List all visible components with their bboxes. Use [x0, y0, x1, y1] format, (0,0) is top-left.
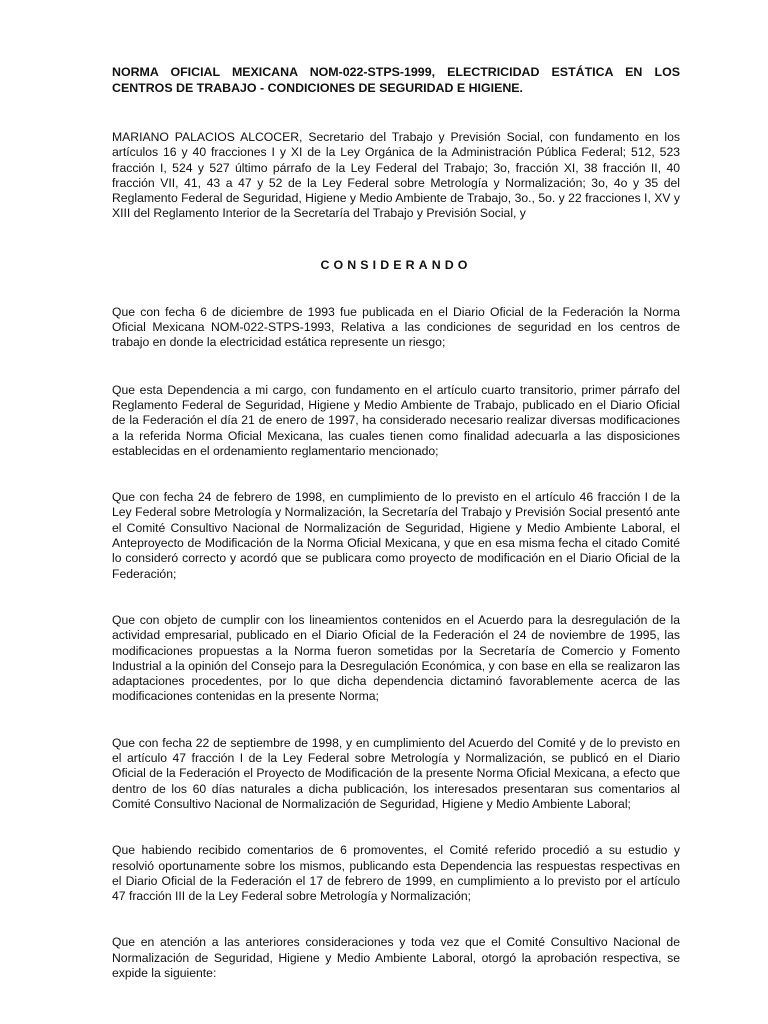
document-title: NORMA OFICIAL MEXICANA NOM-022-STPS-1999, ELECTRICIDAD ESTÁTICA EN LOS CENTROS DE TRABAJO - CONDICIONES DE SEGURIDAD E HIGIENE.	[112, 65, 680, 95]
considerando-paragraph-5: Que con fecha 22 de septiembre de 1998, y en cumplimiento del Acuerdo del Comité y de lo previsto en el artículo 47 fracción I de la Ley Federal sobre Metrología y Normalización, se publicó en el Diario Oficial de la Federación el Proyecto de Modificación de la presente Norma Oficial Mexicana, a efecto que dentro de los 60 días naturales a dicha publicación, los interesados presentaran sus comentarios al Comité Consultivo Nacional de Normalización de Seguridad, Higiene y Medio Ambiente Laboral;	[112, 735, 680, 811]
intro-paragraph: MARIANO PALACIOS ALCOCER, Secretario del Trabajo y Previsión Social, con fundamento en los artículos 16 y 40 fracciones I y XI de la Ley Orgánica de la Administración Pública Federal; 512, 523 fracción I, 524 y 527 último párrafo de la Ley Federal del Trabajo; 3o, fracción XI, 38 fracción II, 40 fracción VII, 41, 43 a 47 y 52 de la Ley Federal sobre Metrología y Normalización; 3o, 4o y 35 del Reglamento Federal de Seguridad, Higiene y Medio Ambiente de Trabajo, 3o., 5o. y 22 fracciones I, XV y XIII del Reglamento Interior de la Secretaría del Trabajo y Previsión Social, y	[112, 130, 680, 221]
considerando-paragraph-7: Que en atención a las anteriores consideraciones y toda vez que el Comité Consultivo Nacional de Normalización de Seguridad, Higiene y Medio Ambiente Laboral, otorgó la aprobación respectiva, se expide la siguiente:	[112, 935, 680, 980]
considerando-paragraph-1: Que con fecha 6 de diciembre de 1993 fue publicada en el Diario Oficial de la Federación la Norma Oficial Mexicana NOM-022-STPS-1993, Relativa a las condiciones de seguridad en los centros de trabajo en donde la electricidad estática represente un riesgo;	[112, 304, 680, 350]
considerando-paragraph-4: Que con objeto de cumplir con los lineamientos contenidos en el Acuerdo para la desregulación de la actividad empresarial, publicado en el Diario Oficial de la Federación el 24 de noviembre de 1995, las modificaciones propuestas a la Norma fueron sometidas por la Secretaría de Comercio y Fomento Industrial a la opinión del Consejo para la Desregulación Económica, y con base en ella se realizaron las adaptaciones procedentes, por lo que dicha dependencia dictaminó favorablemente acerca de las modificaciones contenidas en la presente Norma;	[112, 612, 680, 704]
considerando-paragraph-3: Que con fecha 24 de febrero de 1998, en cumplimiento de lo previsto en el artículo 46 fracción I de la Ley Federal sobre Metrología y Normalización, la Secretaría del Trabajo y Previsión Social presentó ante el Comité Consultivo Nacional de Normalización de Seguridad, Higiene y Medio Ambiente Laboral, el Anteproyecto de Modificación de la Norma Oficial Mexicana, y que en esa misma fecha el citado Comité lo consideró correcto y acordó que se publicara como proyecto de modificación en el Diario Oficial de la Federación;	[112, 490, 680, 581]
considerando-paragraph-6: Que habiendo recibido comentarios de 6 promoventes, el Comité referido procedió a su estudio y resolvió oportunamente sobre los mismos, publicando esta Dependencia las respuestas respectivas en el Diario Oficial de la Federación el 17 de febrero de 1999, en cumplimiento a lo previsto por el artículo 47 fracción III de la Ley Federal sobre Metrología y Normalización;	[112, 843, 680, 904]
section-heading: CONSIDERANDO	[320, 257, 472, 272]
considerando-paragraph-2: Que esta Dependencia a mi cargo, con fundamento en el artículo cuarto transitorio, primer párrafo del Reglamento Federal de Seguridad, Higiene y Medio Ambiente de Trabajo, publicado en el Diario Oficial de la Federación el día 21 de enero de 1997, ha considerado necesario realizar diversas modificaciones a la referida Norma Oficial Mexicana, las cuales tienen como finalidad adecuarla a las disposiciones establecidas en el ordenamiento reglamentario mencionado;	[112, 382, 680, 458]
